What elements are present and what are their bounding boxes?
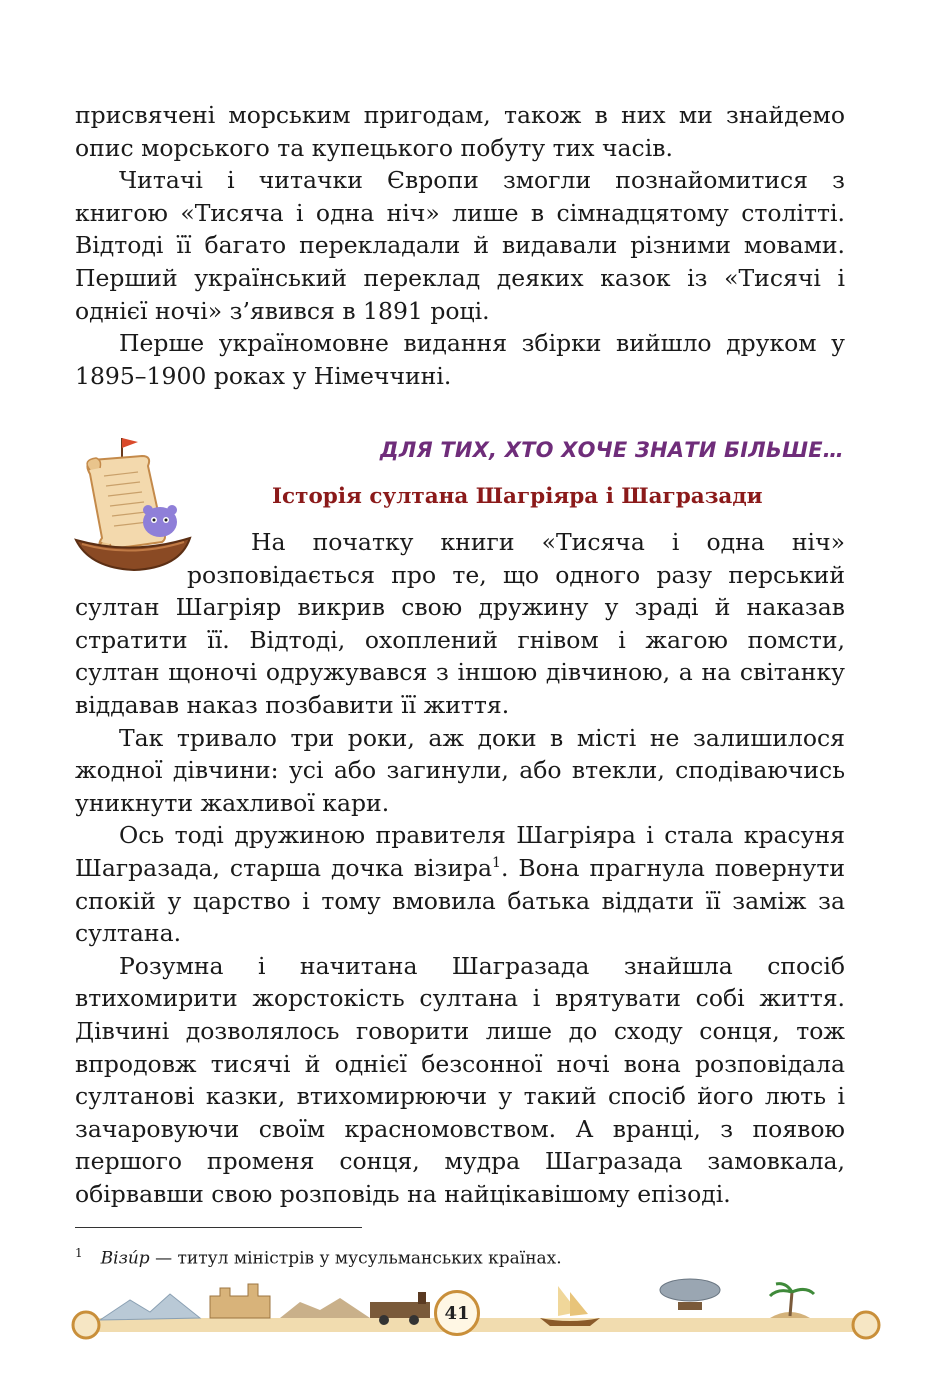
story-paragraph-2: Так тривало три роки, аж доки в місті не залишилося жодної дівчини: усі або загинули, або втекли, сподіваючись уникнути жахливої кари. <box>75 723 845 817</box>
paragraph-europe: Читачі і читачки Європи змогли познайомитися з книгою «Тисяча і одна ніч» лише в сімнадцятому столітті. Відтоді її багато перекладали й видавали різними мовами. Перший український переклад деяких казок із «Тисячі і однієї ночі» з’явився в 1891 році. <box>75 166 845 325</box>
footnote-reference: 1 <box>492 855 501 872</box>
story-paragraph-3 <box>75 819 845 949</box>
footnote-term: Візи́р <box>100 1248 150 1269</box>
story-paragraph-3-part-1: Ось тоді дружиною правителя Шагріяра і стала красуня Шагразада, старша дочка візира <box>75 821 845 882</box>
page-number: 41 <box>434 1290 480 1336</box>
paragraph-first-edition: Перше україномовне видання збірки вийшло друком у 1895–1900 роках у Німеччині. <box>75 329 845 390</box>
footnote <box>75 1242 562 1270</box>
sidebar-heading: ДЛЯ ТИХ, ХТО ХОЧЕ ЗНАТИ БІЛЬШЕ… <box>379 438 844 462</box>
footnote-mark: 1 <box>75 1246 83 1260</box>
story-paragraph-3-part-2: . Вона прагнула повернути спокій у царство і тому вмовила батька віддати її заміж за султана. <box>75 853 845 948</box>
story-paragraph-1-text: На початку книги «Тисяча і одна ніч» розповідається про те, що одного разу перський султан Шагріяр викрив свою дружину у зраді й наказав стратити її. Відтоді, охоплений гнівом і жагою помсти, султан щоночі одружувався з іншою дівчиною, а на світанку віддавав наказ позбавити її життя. <box>75 528 845 719</box>
story-text <box>75 526 845 1210</box>
intro-text <box>75 99 845 392</box>
footnote-text: — титул міністрів у мусульманських країнах. <box>149 1248 562 1269</box>
story-paragraph-1 <box>75 526 845 722</box>
footnote-divider <box>75 1227 362 1228</box>
story-title: Історія султана Шагріяра і Шагразади <box>272 484 763 509</box>
story-paragraph-4: Розумна і начитана Шагразада знайшла спосіб втихомирити жорстокість султана і врятувати собі життя. Дівчині дозволялось говорити лише до сходу сонця, тож впродовж тисячі й однієї безсонної ночі вона розповідала султанові казки, втихомирюючи у такий спосіб його лють і зачаровуючи своїм красномовством. А вранці, з появою першого променя сонця, мудра Шагразада замовкала, обірвавши свою розповідь на найцікавішому епізоді. <box>75 951 845 1208</box>
illustration-wrap-spacer <box>75 526 187 586</box>
paragraph-continuation: присвячені морським пригодам, також в них ми знайдемо опис морського та купецького побуту тих часів. <box>75 101 845 162</box>
